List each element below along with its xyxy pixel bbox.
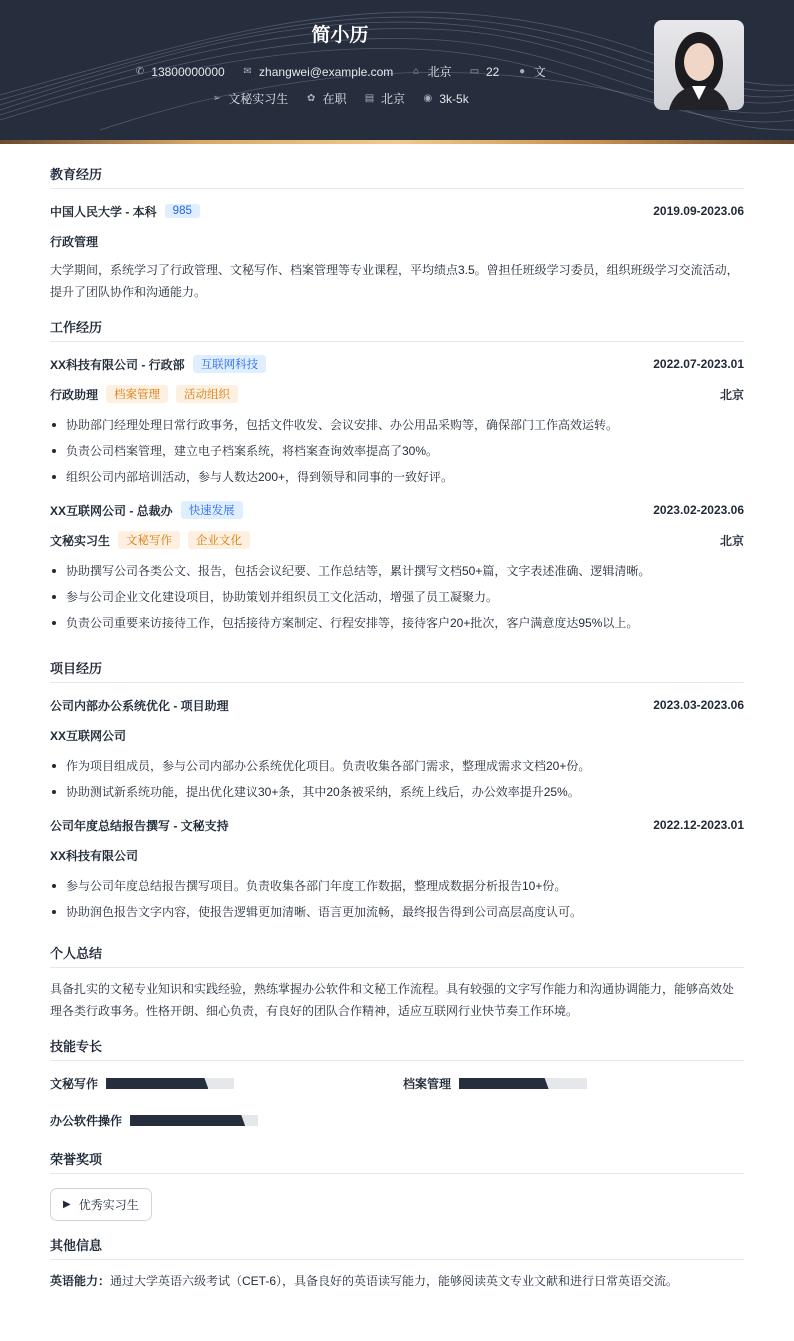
- skill-bar: [106, 1078, 234, 1089]
- project-name: 公司内部办公系统优化 - 项目助理: [50, 698, 229, 713]
- company-tag: 互联网科技: [193, 355, 267, 373]
- send-icon: ➢: [212, 93, 221, 104]
- email[interactable]: zhangwei@example.com: [259, 64, 394, 79]
- projects-section: [50, 658, 744, 925]
- other-text: 通过大学英语六级考试（CET-6），具备良好的英语读写能力，能够阅读英文专业文献和进行日常英语交流。: [110, 1274, 679, 1288]
- target-icon: ◉: [423, 93, 433, 104]
- awards-section: [50, 1149, 744, 1221]
- project-item: [50, 697, 744, 805]
- location: 北京: [719, 387, 744, 402]
- company: XX科技有限公司 - 行政部: [50, 357, 185, 372]
- project-company: XX互联网公司: [50, 728, 127, 743]
- job-line: [0, 90, 680, 107]
- gender-icon: ●: [519, 66, 526, 77]
- section-title: 项目经历: [50, 658, 744, 683]
- target-city: 北京: [381, 92, 406, 106]
- gender: 文: [533, 65, 546, 79]
- summary-text: 具备扎实的文秘专业知识和实践经验，熟练掌握办公软件和文秘工作流程。具有较强的文字写作能力和沟通协调能力，能够高效处理各类行政事务。性格开朗、细心负责，有良好的团队合作精神，适应互联网行业快节奏工作环境。: [50, 982, 735, 1018]
- phone-icon: ✆: [135, 66, 144, 77]
- bullet: 协助润色报告文字内容，使报告逻辑更加清晰、语言更加流畅，最终报告得到公司高层高度认可。: [50, 899, 744, 925]
- bullet-list: [50, 412, 744, 490]
- project-company: XX科技有限公司: [50, 848, 139, 863]
- skills-section: [50, 1036, 744, 1129]
- work-item: [50, 356, 744, 490]
- bullet: 协助撰写公司各类公文、报告，包括会议纪要、工作总结等，累计撰写文档50+篇，文字表述准确、逻辑清晰。: [50, 558, 744, 584]
- skill-item: [403, 1075, 744, 1092]
- job-target: 文秘实习生: [228, 92, 289, 106]
- project-item: [50, 817, 744, 925]
- building-icon: ▤: [364, 93, 375, 104]
- date: 2022.12-2023.01: [653, 818, 744, 832]
- bullet-list: [50, 873, 744, 925]
- skill-bar-fill: [130, 1115, 245, 1126]
- bullet: 负责公司重要来访接待工作，包括接待方案制定、行程安排等，接待客户20+批次，客户满意度达95%以上。: [50, 610, 744, 636]
- skill-name: 档案管理: [403, 1077, 452, 1091]
- avatar: [654, 20, 744, 110]
- age: 22: [486, 64, 500, 79]
- skill-bar-fill: [459, 1078, 549, 1089]
- skill-bar: [130, 1115, 258, 1126]
- location: 北京: [719, 533, 744, 548]
- school: 中国人民大学 - 本科: [50, 204, 157, 219]
- major: 行政管理: [50, 234, 99, 249]
- play-icon: ▶: [63, 1199, 71, 1210]
- skill-tag: 活动组织: [176, 385, 238, 403]
- school-tag: 985: [165, 204, 200, 218]
- skill-tag: 档案管理: [106, 385, 168, 403]
- skill-name: 文秘写作: [50, 1077, 99, 1091]
- award-label: 优秀实习生: [78, 1198, 139, 1212]
- resume-header: [0, 0, 794, 140]
- bullet: 作为项目组成员，参与公司内部办公系统优化项目。负责收集各部门需求，整理成需求文档20+份。: [50, 753, 744, 779]
- date: 2023.02-2023.06: [653, 503, 744, 517]
- section-title: 技能专长: [50, 1036, 744, 1061]
- phone: 13800000000: [151, 64, 225, 79]
- education-section: [50, 164, 744, 303]
- status: 在职: [322, 92, 347, 106]
- section-title: 其他信息: [50, 1235, 744, 1260]
- skill-name: 办公软件操作: [50, 1114, 123, 1128]
- other-label: 英语能力：: [50, 1274, 111, 1288]
- skill-bar-fill: [106, 1078, 208, 1089]
- header-divider: [0, 140, 794, 144]
- education-desc: 大学期间，系统学习了行政管理、文秘写作、档案管理等专业课程，平均绩点3.5。曾担任班级学习委员，组织班级学习交流活动，提升了团队协作和沟通能力。: [50, 263, 739, 299]
- bullet: 参与公司年度总结报告撰写项目。负责收集各部门年度工作数据，整理成数据分析报告10+份。: [50, 873, 744, 899]
- gear-icon: ✿: [306, 93, 316, 104]
- bullet: 协助测试新系统功能，提出优化建议30+条，其中20条被采纳，系统上线后，办公效率提升25%。: [50, 779, 744, 805]
- section-title: 工作经历: [50, 317, 744, 342]
- bullet-list: [50, 753, 744, 805]
- cake-icon: ▭: [469, 66, 480, 77]
- date: 2019.09-2023.06: [653, 204, 744, 218]
- section-title: 荣誉奖项: [50, 1149, 744, 1174]
- skill-item: [50, 1075, 403, 1092]
- date: 2023.03-2023.06: [653, 698, 744, 712]
- home: 北京: [427, 65, 452, 79]
- section-title: 教育经历: [50, 164, 744, 189]
- company: XX互联网公司 - 总裁办: [50, 503, 173, 518]
- role: 行政助理: [50, 387, 99, 402]
- bullet-list: [50, 558, 744, 636]
- skill-item: [50, 1112, 403, 1129]
- section-title: 个人总结: [50, 943, 744, 968]
- home-icon: ⌂: [413, 66, 420, 77]
- bullet: 组织公司内部培训活动，参与人数达200+，得到领导和同事的一致好评。: [50, 464, 744, 490]
- salary: 3k-5k: [439, 91, 469, 106]
- date: 2022.07-2023.01: [653, 357, 744, 371]
- bullet: 负责公司档案管理，建立电子档案系统，将档案查询效率提高了30%。: [50, 438, 744, 464]
- candidate-name: 简小历: [311, 25, 369, 46]
- award-item[interactable]: [50, 1188, 152, 1221]
- role: 文秘实习生: [50, 533, 111, 548]
- bullet: 参与公司企业文化建设项目，协助策划并组织员工文化活动，增强了员工凝聚力。: [50, 584, 744, 610]
- project-name: 公司年度总结报告撰写 - 文秘支持: [50, 818, 229, 833]
- skill-tag: 企业文化: [188, 531, 250, 549]
- mail-icon: ✉: [243, 66, 252, 77]
- summary-section: [50, 943, 744, 1022]
- work-item: [50, 502, 744, 636]
- work-section: [50, 317, 744, 636]
- company-tag: 快速发展: [181, 501, 243, 519]
- bullet: 协助部门经理处理日常行政事务，包括文件收发、会议安排、办公用品采购等，确保部门工作高效运转。: [50, 412, 744, 438]
- other-section: [50, 1235, 744, 1292]
- skill-bar: [459, 1078, 587, 1089]
- skill-tag: 文秘写作: [118, 531, 180, 549]
- contact-line: [0, 63, 680, 80]
